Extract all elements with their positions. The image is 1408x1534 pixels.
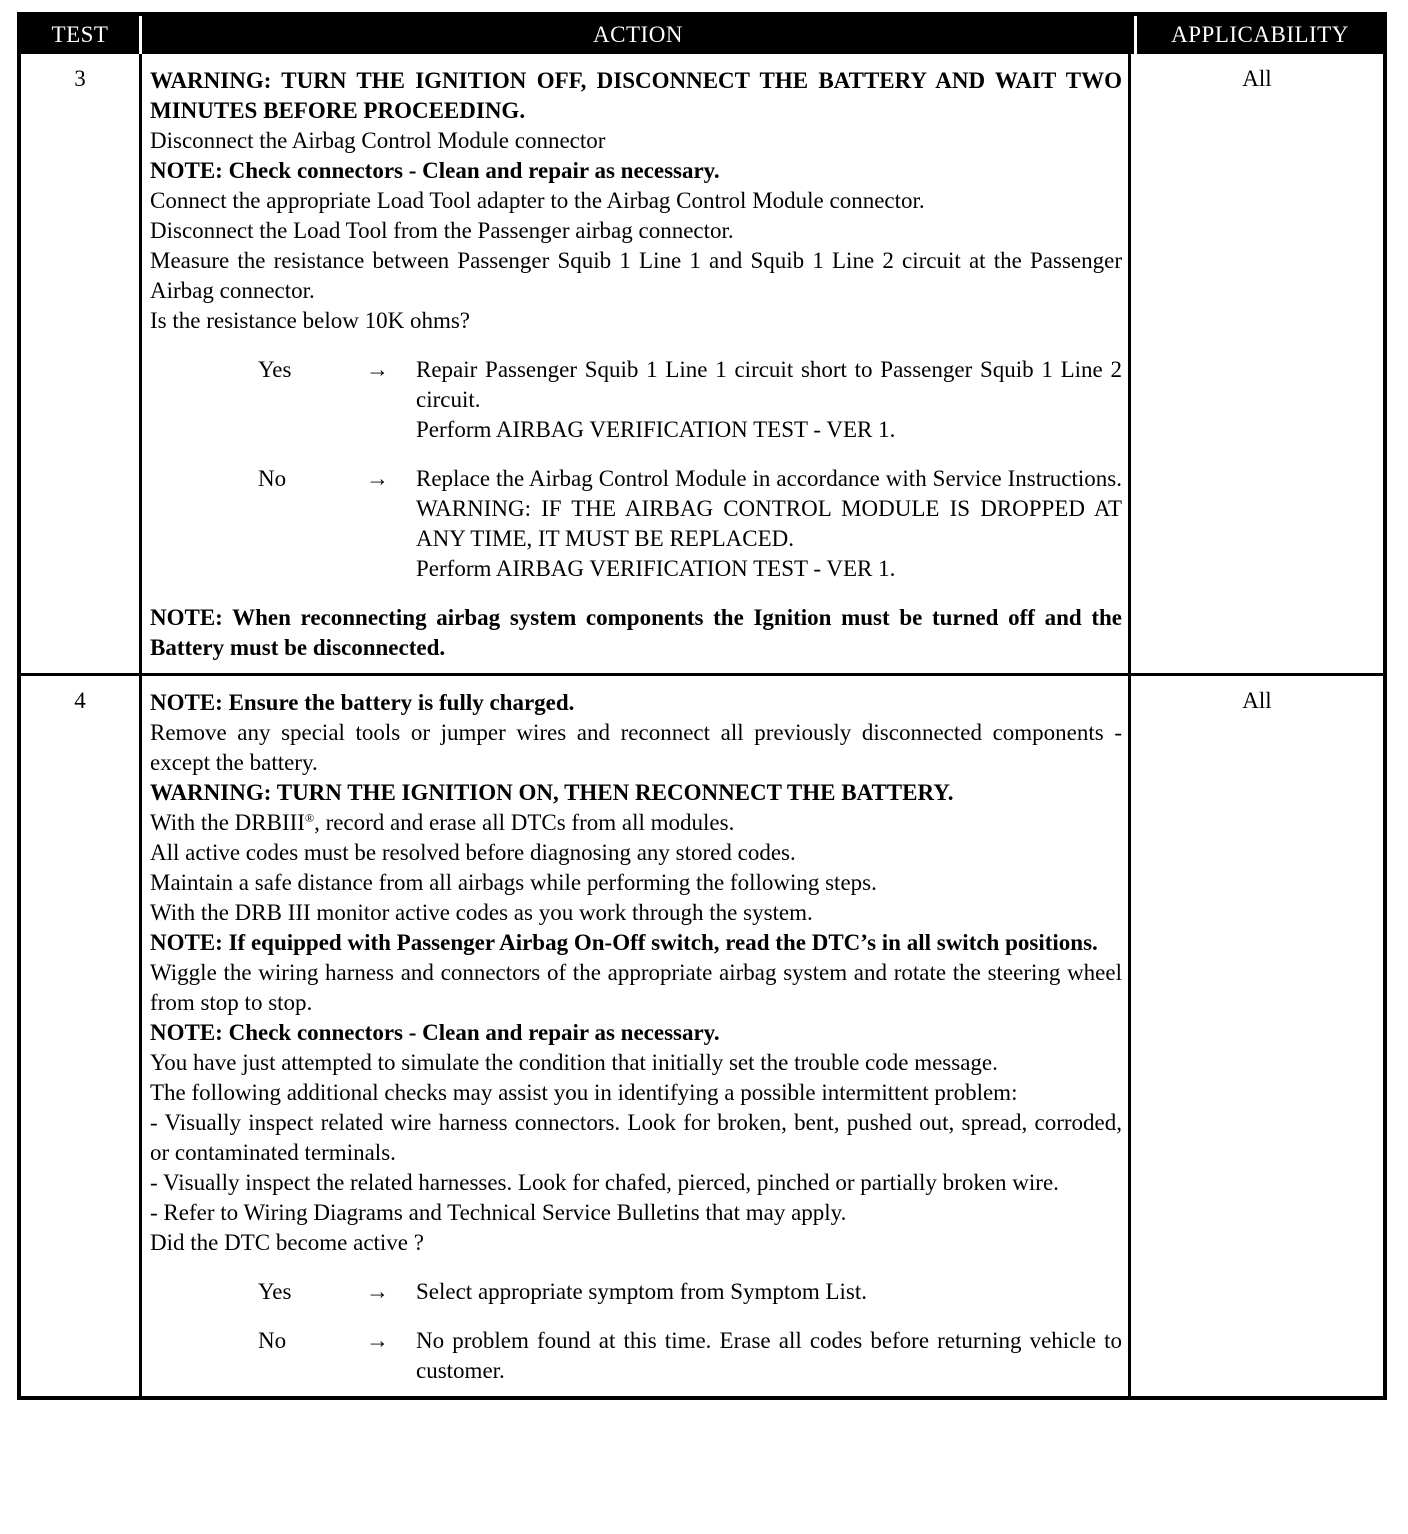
option-line: Select appropriate symptom from Symptom List.	[416, 1279, 867, 1304]
action-line: Disconnect the Load Tool from the Passenger airbag connector.	[150, 218, 734, 243]
action-line: Maintain a safe distance from all airbags while performing the following steps.	[150, 870, 877, 895]
option-label: No	[258, 1328, 287, 1353]
action-line: Measure the resistance between Passenger Squib 1 Line 1 and Squib 1 Line 2 circuit at the Passenger Airbag connector.	[150, 248, 1122, 303]
option-line: No problem found at this time. Erase all codes before returning vehicle to customer.	[416, 1328, 1122, 1383]
header-action: ACTION	[139, 16, 1137, 54]
option-no	[150, 464, 1122, 584]
option-label: Yes	[258, 357, 292, 382]
option-text	[416, 464, 1122, 584]
applicability-value: All	[1242, 688, 1272, 713]
header-test: TEST	[51, 22, 109, 47]
action-line: With the DRB III monitor active codes as you work through the system.	[150, 900, 813, 925]
header-applicability: APPLICABILITY	[1171, 22, 1349, 47]
action-line: You have just attempted to simulate the condition that initially set the trouble code message.	[150, 1050, 998, 1075]
note-line: NOTE: Ensure the battery is fully charged.	[150, 690, 575, 715]
action-line: All active codes must be resolved before diagnosing any stored codes.	[150, 840, 796, 865]
option-no	[150, 1326, 1122, 1386]
arrow-icon: →	[366, 357, 389, 382]
option-label: Yes	[258, 1279, 292, 1304]
option-line: Perform AIRBAG VERIFICATION TEST - VER 1.	[416, 417, 896, 442]
test-number: 4	[74, 688, 86, 713]
diagnostic-table	[17, 12, 1387, 1400]
action-line: Did the DTC become active ?	[150, 1230, 424, 1255]
test-number: 3	[74, 66, 86, 91]
option-line: Repair Passenger Squib 1 Line 1 circuit short to Passenger Squib 1 Line 2 circuit.	[416, 357, 1122, 412]
action-cell	[139, 676, 1131, 1396]
note-line: NOTE: If equipped with Passenger Airbag On-Off switch, read the DTC’s in all switch positions.	[150, 930, 1098, 955]
action-line: - Refer to Wiring Diagrams and Technical Service Bulletins that may apply.	[150, 1200, 847, 1225]
applicability-value: All	[1242, 66, 1272, 91]
note-line: WARNING: TURN THE IGNITION OFF, DISCONNECT THE BATTERY AND WAIT TWO MINUTES BEFORE PROCEEDING.	[150, 68, 1122, 123]
note-line: NOTE: Check connectors - Clean and repair as necessary.	[150, 158, 720, 183]
option-label: No	[258, 466, 287, 491]
note-line: WARNING: TURN THE IGNITION ON, THEN RECONNECT THE BATTERY.	[150, 780, 954, 805]
option-yes	[150, 355, 1122, 445]
registered-mark: ®	[304, 811, 315, 825]
table-body	[21, 54, 1383, 1396]
action-line: The following additional checks may assist you in identifying a possible intermittent problem:	[150, 1080, 1018, 1105]
note-line: NOTE: Check connectors - Clean and repair as necessary.	[150, 1020, 720, 1045]
arrow-icon: →	[366, 466, 389, 491]
arrow-icon: →	[366, 1279, 389, 1304]
action-line: - Visually inspect related wire harness connectors. Look for broken, bent, pushed out, spread, corroded, or contaminated terminals.	[150, 1110, 1122, 1165]
option-line: Perform AIRBAG VERIFICATION TEST - VER 1.	[416, 556, 896, 581]
action-line: Wiggle the wiring harness and connectors of the appropriate airbag system and rotate the steering wheel from stop to stop.	[150, 960, 1122, 1015]
table-row	[21, 673, 1383, 1396]
action-line: Connect the appropriate Load Tool adapter to the Airbag Control Module connector.	[150, 188, 925, 213]
action-line: Remove any special tools or jumper wires and reconnect all previously disconnected components - except the battery.	[150, 720, 1122, 775]
option-text	[416, 355, 1122, 445]
table-header	[21, 16, 1383, 54]
action-line: Is the resistance below 10K ohms?	[150, 308, 471, 333]
action-line: Disconnect the Airbag Control Module connector	[150, 128, 606, 153]
table-row	[21, 54, 1383, 673]
option-yes	[150, 1277, 1122, 1307]
action-line: - Visually inspect the related harnesses. Look for chafed, pierced, pinched or partially broken wire.	[150, 1170, 1059, 1195]
footer-note: NOTE: When reconnecting airbag system components the Ignition must be turned off and the Battery must be disconnected.	[150, 605, 1122, 660]
option-text	[416, 1326, 1122, 1386]
option-line: Replace the Airbag Control Module in accordance with Service Instructions. WARNING: IF THE AIRBAG CONTROL MODULE IS DROPPED AT ANY TIME, IT MUST BE REPLACED.	[416, 466, 1122, 551]
arrow-icon: →	[366, 1328, 389, 1353]
spacer	[150, 584, 1122, 603]
option-text	[416, 1277, 1122, 1307]
action-line: With the DRBIII®, record and erase all DTCs from all modules.	[150, 810, 735, 835]
action-cell	[139, 54, 1131, 673]
